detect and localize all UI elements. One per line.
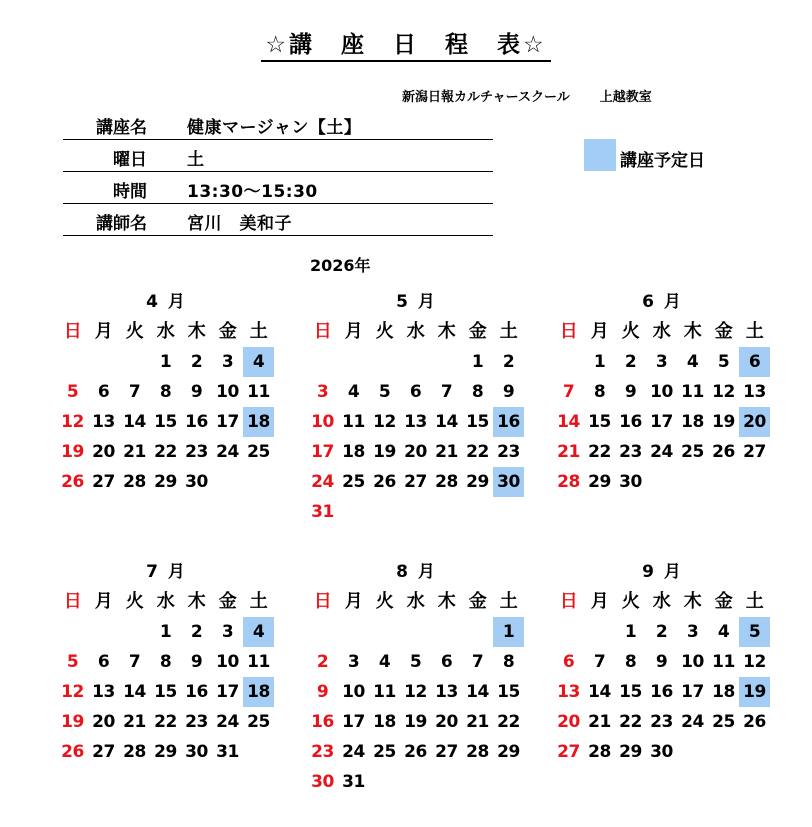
day-grid — [553, 587, 770, 767]
day-cell: 20 — [435, 712, 458, 732]
weekday-header: 日 — [313, 321, 332, 342]
day-grid — [57, 317, 274, 497]
month-unit: 月 — [167, 562, 185, 582]
day-cell: 20 — [557, 712, 580, 732]
day-cell: 7 — [471, 652, 484, 672]
day-cell: 17 — [342, 712, 365, 732]
day-cell: 24 — [650, 442, 673, 462]
day-cell: 10 — [650, 382, 673, 402]
weekday-header: 水 — [156, 591, 175, 612]
day-cell: 27 — [92, 472, 115, 492]
day-cell: 25 — [247, 712, 270, 732]
day-cell: 30 — [619, 472, 642, 492]
day-cell: 30 — [311, 772, 334, 792]
empty-cell — [369, 617, 400, 647]
day-cell: 30 — [185, 742, 208, 762]
info-value: 土 — [187, 150, 205, 170]
day-grid — [553, 317, 770, 497]
scheduled-day-cell: 1 — [493, 617, 524, 647]
day-cell: 21 — [435, 442, 458, 462]
weekday-header: 木 — [187, 321, 206, 342]
day-cell: 8 — [593, 382, 606, 402]
month-title — [307, 287, 524, 317]
day-cell: 22 — [497, 712, 520, 732]
day-cell: 8 — [471, 382, 484, 402]
empty-cell — [57, 617, 88, 647]
day-cell: 20 — [92, 442, 115, 462]
day-cell: 6 — [97, 652, 110, 672]
day-cell: 25 — [681, 442, 704, 462]
weekday-header: 月 — [590, 591, 609, 612]
day-cell: 3 — [347, 652, 360, 672]
day-cell: 21 — [466, 712, 489, 732]
empty-cell — [338, 617, 369, 647]
day-grid — [307, 317, 524, 527]
day-cell: 26 — [61, 472, 84, 492]
day-cell: 13 — [404, 412, 427, 432]
month-title — [57, 557, 274, 587]
weekday-header: 金 — [468, 591, 487, 612]
day-cell: 28 — [557, 472, 580, 492]
info-row-course-name — [63, 108, 493, 140]
day-cell: 26 — [61, 742, 84, 762]
month-calendar-september — [553, 557, 770, 767]
day-cell: 15 — [154, 412, 177, 432]
empty-cell — [307, 617, 338, 647]
weekday-header: 火 — [375, 321, 394, 342]
day-cell: 22 — [619, 712, 642, 732]
weekday-header: 金 — [218, 321, 237, 342]
day-cell: 17 — [681, 682, 704, 702]
day-cell: 9 — [190, 652, 203, 672]
day-cell: 8 — [624, 652, 637, 672]
month-number: 5 — [396, 292, 408, 312]
day-cell: 29 — [154, 472, 177, 492]
weekday-header: 土 — [745, 321, 764, 342]
day-cell: 2 — [655, 622, 668, 642]
weekday-header: 月 — [94, 321, 113, 342]
day-cell: 26 — [743, 712, 766, 732]
empty-cell — [119, 617, 150, 647]
day-cell: 15 — [154, 682, 177, 702]
day-cell: 6 — [97, 382, 110, 402]
organization-header — [402, 86, 652, 105]
day-cell: 28 — [123, 742, 146, 762]
day-cell: 7 — [128, 382, 141, 402]
day-cell: 22 — [588, 442, 611, 462]
day-cell: 13 — [557, 682, 580, 702]
month-number: 8 — [396, 562, 408, 582]
weekday-header: 水 — [652, 321, 671, 342]
day-cell: 30 — [185, 472, 208, 492]
day-cell: 19 — [712, 412, 735, 432]
weekday-header: 火 — [125, 321, 144, 342]
day-cell: 16 — [619, 412, 642, 432]
month-unit: 月 — [663, 292, 681, 312]
day-cell: 26 — [404, 742, 427, 762]
day-cell: 1 — [159, 352, 172, 372]
organization-name: 新潟日報カルチャースクール — [402, 90, 570, 105]
scheduled-day-cell: 4 — [243, 347, 274, 377]
month-calendar-june — [553, 287, 770, 497]
day-cell: 2 — [190, 622, 203, 642]
info-row-weekday — [63, 140, 493, 172]
day-cell: 4 — [717, 622, 730, 642]
day-cell: 10 — [216, 382, 239, 402]
day-cell: 12 — [404, 682, 427, 702]
scheduled-day-cell: 19 — [739, 677, 770, 707]
organization-branch: 上越教室 — [599, 90, 652, 105]
day-cell: 2 — [624, 352, 637, 372]
info-row-instructor — [63, 204, 493, 236]
day-cell: 15 — [466, 412, 489, 432]
info-label: 講座名 — [96, 118, 147, 138]
weekday-header: 水 — [406, 591, 425, 612]
day-cell: 3 — [221, 352, 234, 372]
day-cell: 12 — [712, 382, 735, 402]
day-cell: 22 — [154, 442, 177, 462]
day-cell: 7 — [562, 382, 575, 402]
day-cell: 19 — [373, 442, 396, 462]
month-unit: 月 — [417, 292, 435, 312]
empty-cell — [553, 617, 584, 647]
day-cell: 21 — [588, 712, 611, 732]
day-cell: 13 — [92, 412, 115, 432]
day-cell: 27 — [557, 742, 580, 762]
day-cell: 15 — [619, 682, 642, 702]
day-cell: 27 — [435, 742, 458, 762]
day-cell: 1 — [471, 352, 484, 372]
empty-cell — [119, 347, 150, 377]
day-cell: 28 — [435, 472, 458, 492]
course-info-table — [63, 108, 493, 236]
day-cell: 10 — [311, 412, 334, 432]
day-cell: 8 — [502, 652, 515, 672]
month-unit: 月 — [663, 562, 681, 582]
day-cell: 6 — [440, 652, 453, 672]
weekday-header: 月 — [590, 321, 609, 342]
scheduled-day-cell: 18 — [243, 677, 274, 707]
day-cell: 13 — [743, 382, 766, 402]
info-row-time — [63, 172, 493, 204]
day-cell: 15 — [497, 682, 520, 702]
weekday-header: 金 — [468, 321, 487, 342]
day-grid — [57, 587, 274, 767]
info-label: 講師名 — [96, 214, 147, 234]
weekday-header: 月 — [344, 591, 363, 612]
day-cell: 13 — [435, 682, 458, 702]
empty-cell — [553, 347, 584, 377]
day-cell: 24 — [216, 712, 239, 732]
empty-cell — [584, 617, 615, 647]
scheduled-day-cell: 6 — [739, 347, 770, 377]
day-cell: 24 — [311, 472, 334, 492]
month-title — [307, 557, 524, 587]
day-cell: 13 — [92, 682, 115, 702]
empty-cell — [88, 347, 119, 377]
day-cell: 19 — [61, 442, 84, 462]
day-cell: 10 — [342, 682, 365, 702]
info-value: 宮川 美和子 — [187, 214, 292, 234]
month-number: 9 — [642, 562, 654, 582]
day-cell: 12 — [61, 412, 84, 432]
day-cell: 28 — [123, 472, 146, 492]
weekday-header: 月 — [344, 321, 363, 342]
day-cell: 3 — [221, 622, 234, 642]
day-cell: 29 — [497, 742, 520, 762]
day-cell: 14 — [123, 682, 146, 702]
day-cell: 23 — [650, 712, 673, 732]
day-cell: 1 — [159, 622, 172, 642]
legend-swatch — [584, 139, 616, 171]
day-cell: 29 — [619, 742, 642, 762]
weekday-header: 土 — [499, 321, 518, 342]
weekday-header: 月 — [94, 591, 113, 612]
day-cell: 25 — [247, 442, 270, 462]
day-cell: 26 — [373, 472, 396, 492]
day-cell: 9 — [190, 382, 203, 402]
weekday-header: 土 — [249, 591, 268, 612]
day-cell: 5 — [378, 382, 391, 402]
day-cell: 17 — [650, 412, 673, 432]
day-cell: 9 — [316, 682, 329, 702]
day-cell: 8 — [159, 382, 172, 402]
day-cell: 24 — [342, 742, 365, 762]
scheduled-day-cell: 16 — [493, 407, 524, 437]
day-cell: 9 — [624, 382, 637, 402]
day-cell: 29 — [154, 742, 177, 762]
empty-cell — [307, 347, 338, 377]
day-cell: 27 — [92, 742, 115, 762]
day-cell: 28 — [588, 742, 611, 762]
calendar-year: 2026年 — [310, 256, 371, 275]
info-value: 13:30～15:30 — [187, 182, 318, 202]
day-cell: 11 — [247, 652, 270, 672]
day-cell: 16 — [311, 712, 334, 732]
weekday-header: 火 — [621, 321, 640, 342]
info-label: 曜日 — [113, 150, 147, 170]
weekday-header: 水 — [406, 321, 425, 342]
scheduled-day-cell: 5 — [739, 617, 770, 647]
weekday-header: 日 — [559, 321, 578, 342]
day-cell: 20 — [404, 442, 427, 462]
empty-cell — [57, 347, 88, 377]
day-cell: 25 — [373, 742, 396, 762]
scheduled-day-cell: 18 — [243, 407, 274, 437]
day-cell: 10 — [681, 652, 704, 672]
day-cell: 30 — [650, 742, 673, 762]
empty-cell — [462, 617, 493, 647]
weekday-header: 日 — [559, 591, 578, 612]
weekday-header: 木 — [187, 591, 206, 612]
day-cell: 23 — [619, 442, 642, 462]
day-cell: 5 — [66, 652, 79, 672]
weekday-header: 水 — [652, 591, 671, 612]
day-grid — [307, 587, 524, 797]
day-cell: 18 — [373, 712, 396, 732]
weekday-header: 金 — [714, 591, 733, 612]
empty-cell — [369, 347, 400, 377]
day-cell: 1 — [624, 622, 637, 642]
day-cell: 9 — [502, 382, 515, 402]
month-number: 6 — [642, 292, 654, 312]
day-cell: 31 — [311, 502, 334, 522]
day-cell: 6 — [409, 382, 422, 402]
day-cell: 11 — [247, 382, 270, 402]
weekday-header: 日 — [63, 321, 82, 342]
day-cell: 1 — [593, 352, 606, 372]
page-title — [0, 26, 812, 59]
day-cell: 7 — [128, 652, 141, 672]
day-cell: 9 — [655, 652, 668, 672]
day-cell: 21 — [123, 442, 146, 462]
weekday-header: 水 — [156, 321, 175, 342]
day-cell: 5 — [66, 382, 79, 402]
day-cell: 10 — [216, 652, 239, 672]
legend-label: 講座予定日 — [620, 151, 705, 171]
weekday-header: 木 — [683, 321, 702, 342]
weekday-header: 土 — [249, 321, 268, 342]
month-unit: 月 — [167, 292, 185, 312]
day-cell: 5 — [717, 352, 730, 372]
day-cell: 23 — [311, 742, 334, 762]
weekday-header: 火 — [375, 591, 394, 612]
day-cell: 18 — [712, 682, 735, 702]
day-cell: 12 — [373, 412, 396, 432]
weekday-header: 土 — [499, 591, 518, 612]
info-label: 時間 — [113, 182, 147, 202]
scheduled-day-cell: 4 — [243, 617, 274, 647]
day-cell: 25 — [342, 472, 365, 492]
day-cell: 23 — [185, 442, 208, 462]
day-cell: 4 — [686, 352, 699, 372]
day-cell: 11 — [712, 652, 735, 672]
weekday-header: 日 — [63, 591, 82, 612]
weekday-header: 火 — [125, 591, 144, 612]
day-cell: 12 — [743, 652, 766, 672]
empty-cell — [400, 617, 431, 647]
day-cell: 16 — [185, 682, 208, 702]
day-cell: 2 — [316, 652, 329, 672]
day-cell: 3 — [655, 352, 668, 372]
day-cell: 15 — [588, 412, 611, 432]
day-cell: 22 — [466, 442, 489, 462]
day-cell: 18 — [342, 442, 365, 462]
day-cell: 23 — [185, 712, 208, 732]
day-cell: 19 — [61, 712, 84, 732]
day-cell: 4 — [347, 382, 360, 402]
day-cell: 22 — [154, 712, 177, 732]
day-cell: 11 — [342, 412, 365, 432]
day-cell: 19 — [404, 712, 427, 732]
month-unit: 月 — [417, 562, 435, 582]
weekday-header: 金 — [714, 321, 733, 342]
day-cell: 21 — [123, 712, 146, 732]
month-calendar-may — [307, 287, 524, 527]
day-cell: 27 — [404, 472, 427, 492]
day-cell: 7 — [593, 652, 606, 672]
month-calendar-april — [57, 287, 274, 497]
day-cell: 16 — [185, 412, 208, 432]
scheduled-day-cell: 20 — [739, 407, 770, 437]
month-title — [553, 557, 770, 587]
day-cell: 17 — [216, 682, 239, 702]
day-cell: 23 — [497, 442, 520, 462]
day-cell: 6 — [562, 652, 575, 672]
empty-cell — [431, 347, 462, 377]
month-title — [553, 287, 770, 317]
empty-cell — [338, 347, 369, 377]
day-cell: 12 — [61, 682, 84, 702]
month-number: 4 — [146, 292, 158, 312]
day-cell: 26 — [712, 442, 735, 462]
day-cell: 27 — [743, 442, 766, 462]
day-cell: 21 — [557, 442, 580, 462]
day-cell: 17 — [311, 442, 334, 462]
day-cell: 8 — [159, 652, 172, 672]
month-number: 7 — [146, 562, 158, 582]
month-calendar-july — [57, 557, 274, 767]
day-cell: 18 — [681, 412, 704, 432]
day-cell: 5 — [409, 652, 422, 672]
empty-cell — [431, 617, 462, 647]
weekday-header: 火 — [621, 591, 640, 612]
day-cell: 25 — [712, 712, 735, 732]
weekday-header: 金 — [218, 591, 237, 612]
day-cell: 3 — [316, 382, 329, 402]
day-cell: 29 — [466, 472, 489, 492]
day-cell: 14 — [557, 412, 580, 432]
day-cell: 24 — [681, 712, 704, 732]
day-cell: 11 — [681, 382, 704, 402]
day-cell: 20 — [92, 712, 115, 732]
day-cell: 14 — [588, 682, 611, 702]
weekday-header: 木 — [683, 591, 702, 612]
day-cell: 11 — [373, 682, 396, 702]
weekday-header: 土 — [745, 591, 764, 612]
month-calendar-august — [307, 557, 524, 797]
day-cell: 24 — [216, 442, 239, 462]
day-cell: 2 — [502, 352, 515, 372]
weekday-header: 日 — [313, 591, 332, 612]
month-title — [57, 287, 274, 317]
weekday-header: 木 — [437, 591, 456, 612]
day-cell: 14 — [466, 682, 489, 702]
info-value: 健康マージャン【土】 — [187, 118, 362, 138]
empty-cell — [400, 347, 431, 377]
day-cell: 31 — [342, 772, 365, 792]
day-cell: 14 — [123, 412, 146, 432]
weekday-header: 木 — [437, 321, 456, 342]
day-cell: 29 — [588, 472, 611, 492]
empty-cell — [88, 617, 119, 647]
day-cell: 28 — [466, 742, 489, 762]
day-cell: 7 — [440, 382, 453, 402]
day-cell: 17 — [216, 412, 239, 432]
scheduled-day-cell: 30 — [493, 467, 524, 497]
day-cell: 3 — [686, 622, 699, 642]
day-cell: 16 — [650, 682, 673, 702]
day-cell: 2 — [190, 352, 203, 372]
page-title-text: ☆講 座 日 程 表☆ — [261, 32, 550, 62]
day-cell: 14 — [435, 412, 458, 432]
day-cell: 4 — [378, 652, 391, 672]
day-cell: 31 — [216, 742, 239, 762]
